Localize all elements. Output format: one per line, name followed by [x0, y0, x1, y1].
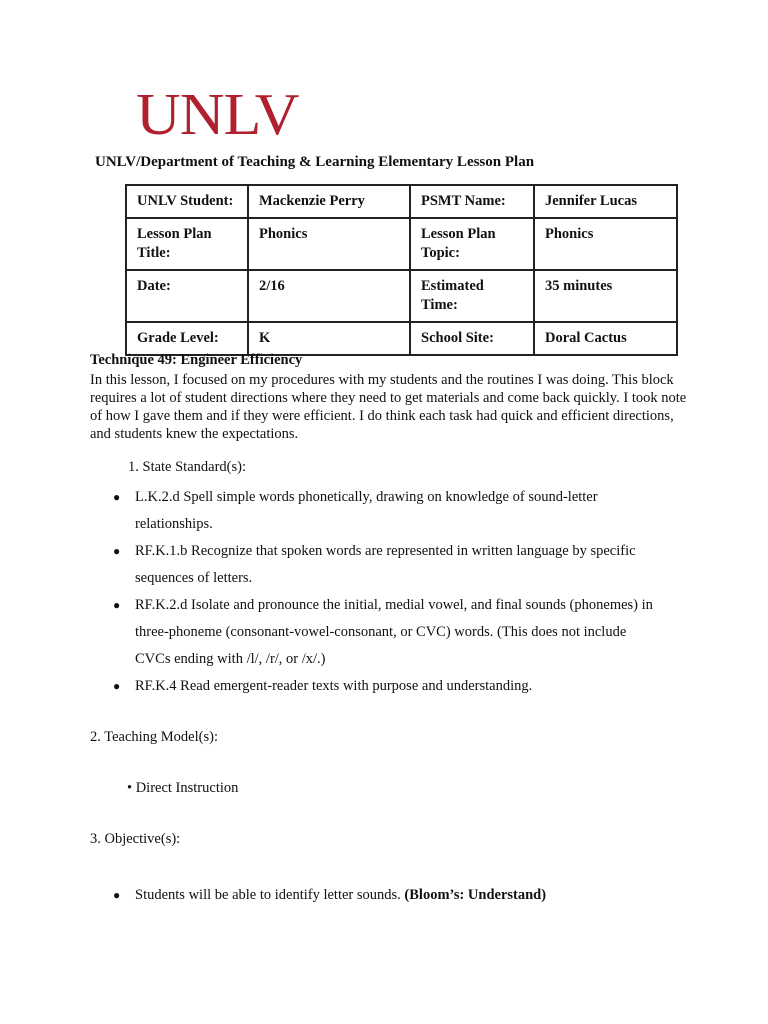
label-cell: Estimated Time:	[410, 270, 534, 322]
bullet-icon: ●	[113, 888, 121, 902]
blooms-level: (Bloom’s: Understand)	[404, 887, 547, 903]
bullet-icon: ●	[113, 598, 121, 612]
bullet-icon: ●	[113, 679, 121, 693]
list-item	[0, 592, 665, 673]
value-cell: Mackenzie Perry	[248, 185, 410, 218]
label-cell: School Site:	[410, 322, 534, 355]
standard-text: L.K.2.d Spell simple words phonetically, drawing on knowledge of sound-letter relationships.	[135, 489, 598, 532]
label-cell: Lesson Plan Topic:	[410, 218, 534, 270]
technique-heading: Technique 49: Engineer Efficiency	[90, 352, 303, 368]
list-item	[0, 484, 665, 538]
teaching-model-item: • Direct Instruction	[127, 780, 239, 796]
label-cell: Lesson Plan Title:	[126, 218, 248, 270]
lesson-info-table	[125, 184, 678, 356]
standard-text: RF.K.1.b Recognize that spoken words are represented in written language by specific sequences of letters.	[135, 543, 636, 586]
objectives-heading: 3. Objective(s):	[90, 831, 181, 847]
objective-text: Students will be able to identify letter sounds.	[135, 887, 405, 903]
technique-body: In this lesson, I focused on my procedures with my students and the routines I was doing. This block requires a lot of student directions where they need to get materials and come back quickly. I took note of how I gave them and if they were efficient. I do think each task had quick and efficient directions, and students knew the expectations.	[90, 372, 687, 442]
label-cell: PSMT Name:	[410, 185, 534, 218]
table-row	[126, 322, 677, 355]
teaching-model-heading: 2. Teaching Model(s):	[90, 729, 218, 745]
list-item	[0, 673, 665, 700]
table-row	[126, 185, 677, 218]
value-cell: Phonics	[248, 218, 410, 270]
bullet-icon: ●	[113, 490, 121, 504]
bullet-icon: ●	[113, 544, 121, 558]
standards-heading: 1. State Standard(s):	[128, 459, 246, 475]
document-title: UNLV/Department of Teaching & Learning Elementary Lesson Plan	[95, 154, 535, 170]
objectives-list	[0, 882, 768, 909]
value-cell: Doral Cactus	[534, 322, 677, 355]
label-cell: Date:	[126, 270, 248, 322]
standard-text: RF.K.4 Read emergent-reader texts with purpose and understanding.	[135, 678, 533, 694]
standard-text: RF.K.2.d Isolate and pronounce the initial, medial vowel, and final sounds (phonemes) in three-phoneme (consonant-vowel-consonant, or CVC) words. (This does not include CVCs ending with /l/, /r/, or /x/.)	[135, 597, 653, 667]
label-cell: UNLV Student:	[126, 185, 248, 218]
value-cell: 2/16	[248, 270, 410, 322]
label-cell: Grade Level:	[126, 322, 248, 355]
table-row	[126, 270, 677, 322]
value-cell: Jennifer Lucas	[534, 185, 677, 218]
list-item	[0, 882, 665, 909]
table-row	[126, 218, 677, 270]
standards-list	[0, 484, 768, 700]
list-item	[0, 538, 665, 592]
value-cell: Phonics	[534, 218, 677, 270]
unlv-logo: UNLV	[136, 82, 299, 148]
value-cell: K	[248, 322, 410, 355]
value-cell: 35 minutes	[534, 270, 677, 322]
